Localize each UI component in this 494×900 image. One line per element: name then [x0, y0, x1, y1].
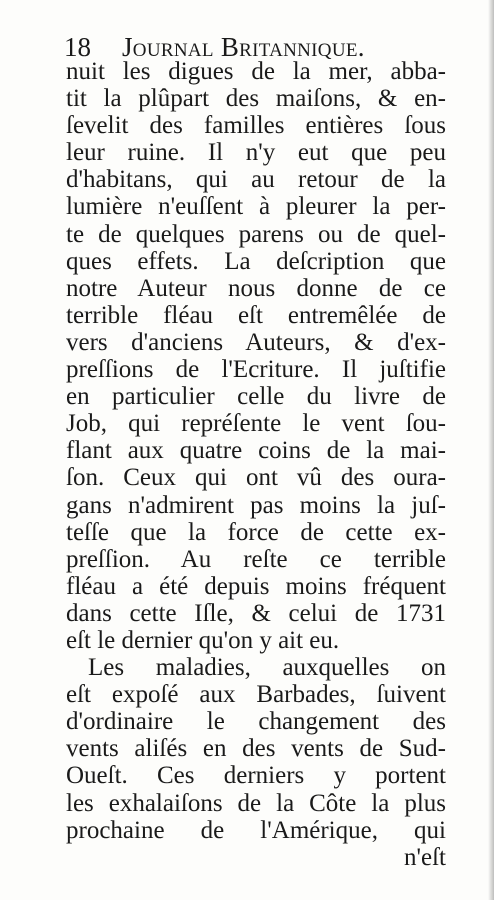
text-line: en particulier celle du livre de: [66, 383, 446, 411]
text-line: ſon. Ceux qui ont vû des oura-: [66, 464, 446, 492]
text-line: te de quelques parens ou de quel-: [66, 220, 446, 248]
text-line: preſſion. Au reſte ce terrible: [66, 545, 446, 573]
text-line: nuit les digues de la mer, abba-: [66, 58, 446, 85]
text-line: dans cette Iſle, & celui de 1731: [66, 599, 446, 627]
text-line: gans n'admirent pas moins la juſ-: [66, 491, 446, 519]
text-line: d'habitans, qui au retour de la: [66, 166, 446, 194]
text-line: Job, qui repréſente le vent ſou-: [66, 410, 446, 438]
text-line: leur ruine. Il n'y eut que peu: [66, 139, 446, 167]
text-line: les exhalaiſons de la Côte la plus: [66, 789, 446, 817]
text-line: teſſe que la force de cette ex-: [66, 518, 446, 546]
running-title: Journal Britannique.: [122, 32, 365, 62]
text-line: ques effets. La deſcription que: [66, 247, 446, 275]
text-line: preſſions de l'Ecriture. Il juſtifie: [66, 356, 446, 384]
text-line: prochaine de l'Amérique, qui: [66, 816, 446, 844]
catchword: n'eſt: [404, 843, 446, 871]
text-line: Oueſt. Ces derniers y portent: [66, 762, 446, 790]
text-line: tit la plûpart des maiſons, & en-: [66, 85, 446, 113]
text-line: notre Auteur nous donne de ce: [66, 274, 446, 302]
text-line: ſevelit des familles entières ſous: [66, 112, 446, 140]
text-line: vents aliſés en des vents de Sud-: [66, 735, 446, 763]
text-line: terrible fléau eſt entremêlée de: [66, 301, 446, 329]
text-line: lumière n'euſſent à pleurer la per-: [66, 193, 446, 221]
text-line: eſt expoſé aux Barbades, ſuivent: [66, 681, 446, 709]
text-line: fléau a été depuis moins fréquent: [66, 572, 446, 600]
text-line: eſt le dernier qu'on y ait eu.: [66, 626, 340, 654]
text-line: vers d'anciens Auteurs, & d'ex-: [66, 328, 446, 356]
text-line: d'ordinaire le changement des: [66, 708, 446, 736]
page-number: 18: [64, 32, 91, 62]
text-line: Les maladies, auxquelles on: [88, 654, 446, 682]
page-edge-shadow: [488, 0, 494, 900]
text-line: flant aux quatre coins de la mai-: [66, 437, 446, 465]
body-text: [66, 58, 446, 871]
